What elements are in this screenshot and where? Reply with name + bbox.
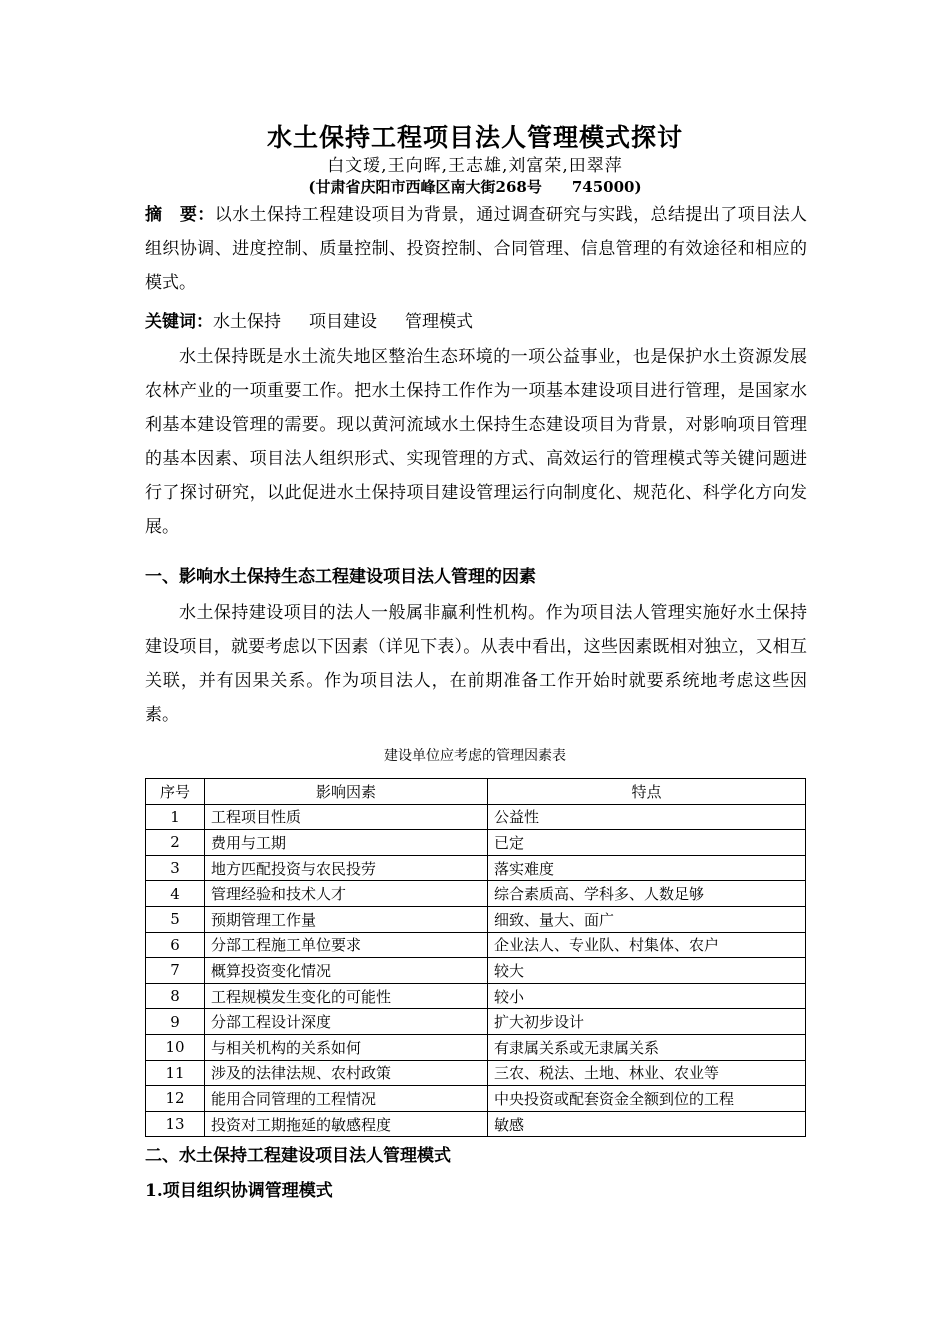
row-number-cell: 2: [146, 830, 205, 856]
header-cell: 特点: [488, 779, 806, 805]
factor-cell: 工程规模发生变化的可能性: [205, 983, 488, 1009]
factor-cell: 预期管理工作量: [205, 906, 488, 932]
abstract-label: 摘 要：: [145, 205, 215, 225]
keywords-label: 关键词：: [145, 312, 213, 332]
row-number-cell: 7: [146, 958, 205, 984]
factor-cell: 工程项目性质: [205, 804, 488, 830]
intro-paragraph: 水土保持既是水土流失地区整治生态环境的一项公益事业，也是保护水土资源发展农林产业的一项重要工作。把水土保持工作作为一项基本建设项目进行管理，是国家水利基本建设管理的需要。现以黄河流域水土保持生态建设项目为背景，对影响项目管理的基本因素、项目法人组织形式、实现管理的方式、高效运行的管理模式等关键问题进行了探讨研究，以此促进水土保持项目建设管理运行向制度化、规范化、科学化方向发展。: [145, 347, 807, 537]
section-paragraph: 水土保持建设项目的法人一般属非赢利性机构。作为项目法人管理实施好水土保持建设项目，就要考虑以下因素（详见下表）。从表中看出，这些因素既相对独立，又相互关联，并有因果关系。作为项目法人，在前期准备工作开始时就要系统地考虑这些因素。: [145, 603, 807, 725]
table-row: [146, 830, 806, 856]
section-heading: 一、影响水土保持生态工程建设项目法人管理的因素: [145, 567, 536, 587]
feature-cell: 细致、量大、面广: [488, 906, 806, 932]
feature-cell: 企业法人、专业队、村集体、农户: [488, 932, 806, 958]
header-cell: 影响因素: [205, 779, 488, 805]
affiliation-address: (甘肃省庆阳市西峰区南大街268号: [308, 178, 542, 196]
factor-cell: 费用与工期: [205, 830, 488, 856]
table-row: [146, 958, 806, 984]
table-row: [146, 1086, 806, 1112]
feature-cell: 敏感: [488, 1111, 806, 1137]
factor-cell: 涉及的法律法规、农村政策: [205, 1060, 488, 1086]
row-number-cell: 9: [146, 1009, 205, 1035]
table-caption: 建设单位应考虑的管理因素表: [384, 748, 566, 764]
table-row: [146, 932, 806, 958]
header-cell: 序号: [146, 779, 205, 805]
keyword-item: 管理模式: [405, 312, 473, 332]
section-heading: 二、水土保持工程建设项目法人管理模式: [145, 1146, 451, 1166]
table-row: [146, 881, 806, 907]
factor-cell: 分部工程施工单位要求: [205, 932, 488, 958]
factor-cell: 地方匹配投资与农民投劳: [205, 855, 488, 881]
feature-cell: 已定: [488, 830, 806, 856]
feature-cell: 三农、税法、土地、林业、农业等: [488, 1060, 806, 1086]
feature-cell: 扩大初步设计: [488, 1009, 806, 1035]
table-row: [146, 1111, 806, 1137]
row-number-cell: 1: [146, 804, 205, 830]
factor-cell: 投资对工期拖延的敏感程度: [205, 1111, 488, 1137]
row-number-cell: 3: [146, 855, 205, 881]
keyword-item: 水土保持: [213, 312, 281, 332]
row-number-cell: 8: [146, 983, 205, 1009]
row-number-cell: 6: [146, 932, 205, 958]
feature-cell: 较大: [488, 958, 806, 984]
row-number-cell: 4: [146, 881, 205, 907]
factor-cell: 与相关机构的关系如何: [205, 1034, 488, 1060]
feature-cell: 有隶属关系或无隶属关系: [488, 1034, 806, 1060]
factor-cell: 概算投资变化情况: [205, 958, 488, 984]
table-row: [146, 983, 806, 1009]
table-row: [146, 906, 806, 932]
feature-cell: 公益性: [488, 804, 806, 830]
affiliation: [0, 176, 950, 197]
feature-cell: 落实难度: [488, 855, 806, 881]
factor-cell: 管理经验和技术人才: [205, 881, 488, 907]
table-row: [146, 1009, 806, 1035]
table-row: [146, 855, 806, 881]
subsection-heading: 1.项目组织协调管理模式: [145, 1181, 333, 1201]
row-number-cell: 11: [146, 1060, 205, 1086]
feature-cell: 中央投资或配套资金全额到位的工程: [488, 1086, 806, 1112]
keyword-item: 项目建设: [309, 312, 377, 332]
table-row: [146, 804, 806, 830]
row-number-cell: 13: [146, 1111, 205, 1137]
row-number-cell: 5: [146, 906, 205, 932]
paper-title: 水土保持工程项目法人管理模式探讨: [266, 123, 683, 152]
factor-cell: 分部工程设计深度: [205, 1009, 488, 1035]
table-body: [146, 804, 806, 1137]
keywords: [145, 305, 807, 339]
abstract: [145, 198, 807, 300]
table-header-row: [146, 779, 806, 805]
factor-table: [145, 778, 806, 1137]
factor-cell: 能用合同管理的工程情况: [205, 1086, 488, 1112]
feature-cell: 综合素质高、学科多、人数足够: [488, 881, 806, 907]
table-row: [146, 1034, 806, 1060]
feature-cell: 较小: [488, 983, 806, 1009]
affiliation-postcode: 745000): [571, 178, 642, 196]
abstract-text: 以水土保持工程建设项目为背景，通过调查研究与实践，总结提出了项目法人组织协调、进度控制、质量控制、投资控制、合同管理、信息管理的有效途径和相应的模式。: [145, 205, 808, 293]
author-list: 白文瑷,王向晖,王志雄,刘富荣,田翠萍: [327, 156, 623, 176]
row-number-cell: 12: [146, 1086, 205, 1112]
table-row: [146, 1060, 806, 1086]
row-number-cell: 10: [146, 1034, 205, 1060]
